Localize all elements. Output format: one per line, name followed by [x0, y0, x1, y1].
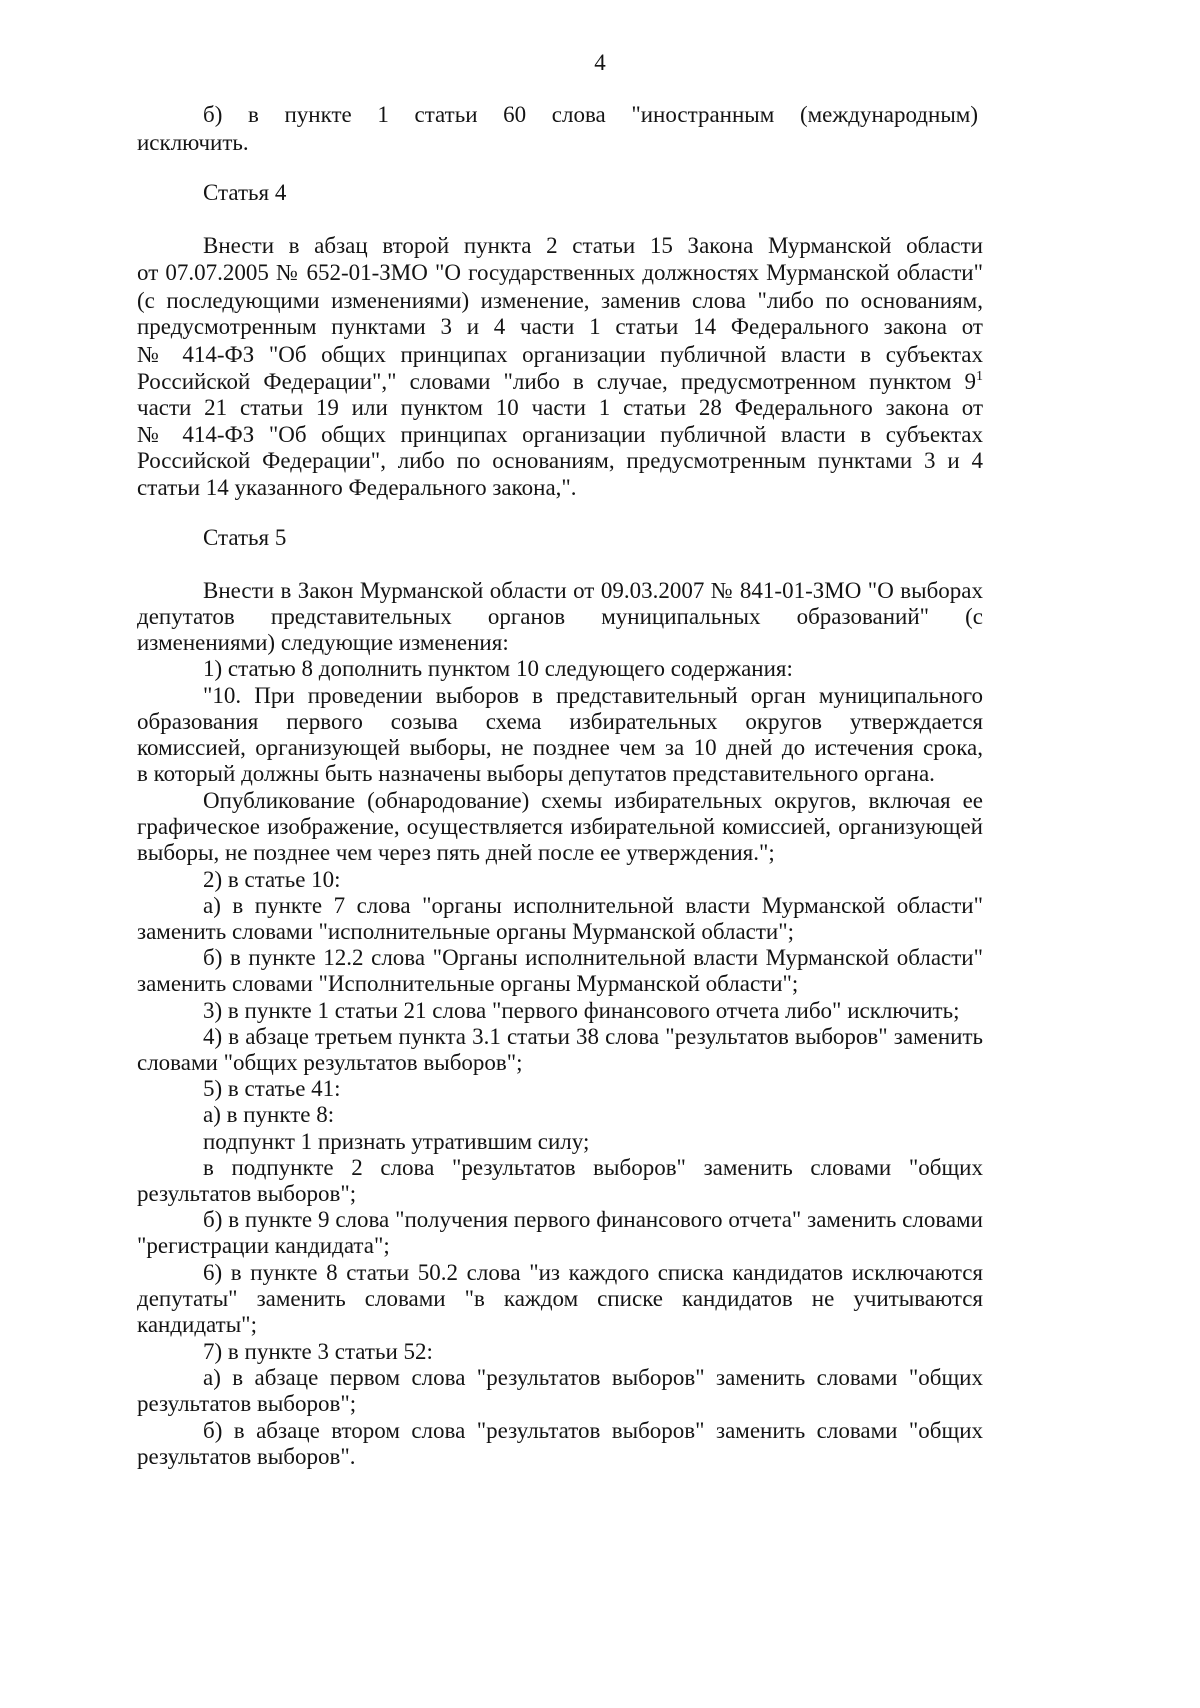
text-line: предусмотренным пунктами 3 и 4 части 1 статьи 14 Федерального закона от: [137, 314, 983, 339]
text-line: в подпункте 2 слова "результатов выборов" заменить словами "общих: [203, 1155, 983, 1180]
text-line: № 414-ФЗ "Об общих принципах организации публичной власти в субъектах: [137, 342, 983, 367]
text-line: 1) статью 8 дополнить пунктом 10 следующего содержания:: [203, 656, 793, 681]
text-line: "регистрации кандидата";: [137, 1233, 390, 1258]
text-line: "10. При проведении выборов в представительный орган муниципального: [203, 683, 983, 708]
text-line: 7) в пункте 3 статьи 52:: [203, 1339, 433, 1364]
text-line: Российской Федерации"," словами "либо в случае, предусмотренном пунктом $9^1$: [137, 369, 983, 394]
text-line: исключить.: [137, 130, 249, 155]
text-line: 5) в статье 41:: [203, 1076, 341, 1101]
text-line: 3) в пункте 1 статьи 21 слова "первого финансового отчета либо" исключить;: [203, 998, 960, 1023]
text-line: кандидаты";: [137, 1312, 257, 1337]
text-line: б) в пункте 1 статьи 60 слова "иностранным (международным): [203, 102, 978, 127]
text-line: б) в пункте 12.2 слова "Органы исполнительной власти Мурманской области": [203, 945, 983, 970]
text-line: Статья 4: [203, 180, 287, 205]
text-line: 6) в пункте 8 статьи 50.2 слова "из каждого списка кандидатов исключаются: [203, 1260, 983, 1285]
text-line: (с последующими изменениями) изменение, заменив слова "либо по основаниям,: [137, 288, 983, 313]
text-line: заменить словами "исполнительные органы Мурманской области";: [137, 919, 795, 944]
text-line: а) в пункте 8:: [203, 1102, 335, 1127]
text-line: а) в абзаце первом слова "результатов выборов" заменить словами "общих: [203, 1365, 983, 1390]
text-line: выборы, не позднее чем через пять дней после ее утверждения.";: [137, 840, 775, 865]
text-line: результатов выборов".: [137, 1444, 356, 1469]
text-line: 2) в статье 10:: [203, 867, 341, 892]
text-line: графическое изображение, осуществляется избирательной комиссией, организующей: [137, 814, 983, 839]
text-line: Опубликование (обнародование) схемы избирательных округов, включая ее: [203, 788, 983, 813]
text-line: части 21 статьи 19 или пунктом 10 части 1 статьи 28 Федерального закона от: [137, 395, 983, 420]
text-line: подпункт 1 признать утратившим силу;: [203, 1129, 590, 1154]
text-line: Внести в Закон Мурманской области от 09.03.2007 № 841-01-ЗМО "О выборах: [203, 578, 983, 603]
text-line: изменениями) следующие изменения:: [137, 630, 509, 655]
text-line: депутаты" заменить словами "в каждом списке кандидатов не учитываются: [137, 1286, 983, 1311]
text-line: Российской Федерации", либо по основаниям, предусмотренным пунктами 3 и 4: [137, 448, 983, 473]
text-line: образования первого созыва схема избирательных округов утверждается: [137, 709, 983, 734]
text-line: результатов выборов";: [137, 1391, 357, 1416]
text-line: № 414-ФЗ "Об общих принципах организации публичной власти в субъектах: [137, 422, 983, 447]
text-line: статьи 14 указанного Федерального закона,".: [137, 475, 577, 500]
text-line: Статья 5: [203, 525, 287, 550]
text-line: б) в абзаце втором слова "результатов выборов" заменить словами "общих: [203, 1418, 983, 1443]
text-line: депутатов представительных органов муниципальных образований" (с: [137, 604, 983, 629]
text-line: словами "общих результатов выборов";: [137, 1050, 523, 1075]
text-line: Внести в абзац второй пункта 2 статьи 15 Закона Мурманской области: [203, 233, 983, 258]
text-line: 4) в абзаце третьем пункта 3.1 статьи 38 слова "результатов выборов" заменить: [203, 1024, 983, 1049]
text-line: от 07.07.2005 № 652-01-ЗМО "О государственных должностях Мурманской области": [137, 260, 983, 285]
text-line: а) в пункте 7 слова "органы исполнительной власти Мурманской области": [203, 893, 983, 918]
page-number: 4: [594, 50, 606, 75]
text-line: результатов выборов";: [137, 1181, 357, 1206]
text-line: комиссией, организующей выборы, не позднее чем за 10 дней до истечения срока,: [137, 735, 983, 760]
text-line: в который должны быть назначены выборы депутатов представительного органа.: [137, 761, 935, 786]
text-line: б) в пункте 9 слова "получения первого финансового отчета" заменить словами: [203, 1207, 983, 1232]
superscript: 1: [976, 369, 983, 384]
text-line: заменить словами "Исполнительные органы Мурманской области";: [137, 971, 799, 996]
